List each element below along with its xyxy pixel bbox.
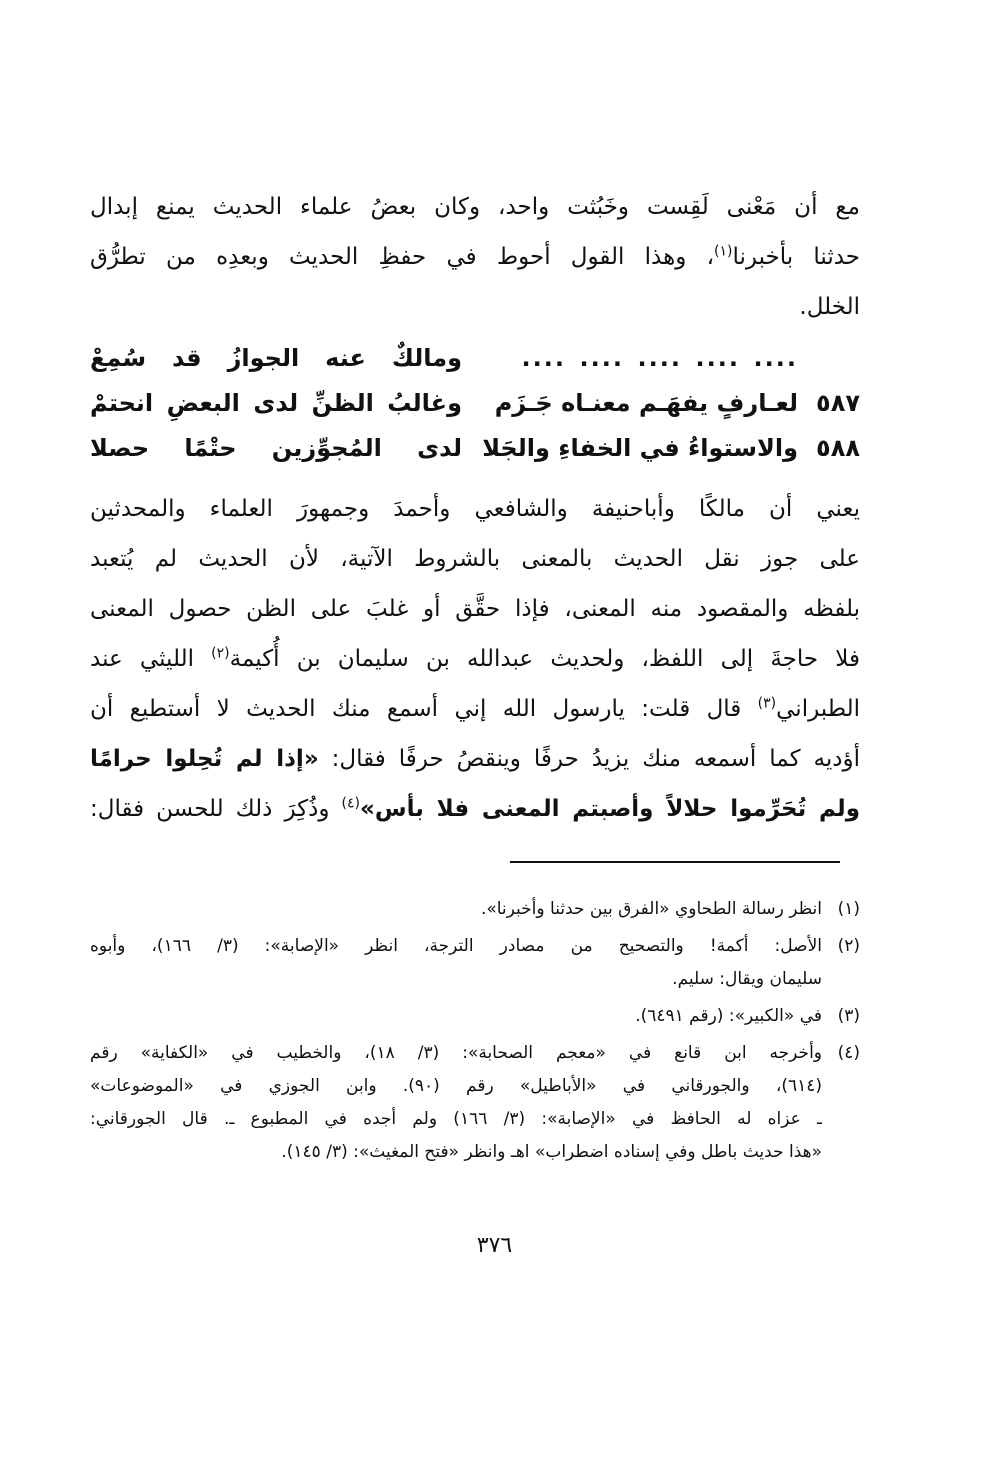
text-line bbox=[90, 684, 860, 734]
intro-paragraph bbox=[90, 182, 860, 332]
footnote-ref: (١) bbox=[714, 243, 733, 260]
footnote-line: انظر رسالة الطحاوي «الفرق بين حدثنا وأخبرنا». bbox=[480, 899, 822, 919]
hadith-quote: ولم تُحَرِّموا حلالاً وأصبتم المعنى فلا بأس» bbox=[359, 796, 860, 822]
ellipsis: .... bbox=[753, 344, 798, 372]
verse-first-hemistich: والاستواءُ في الخفاءِ والجَلا bbox=[482, 434, 798, 462]
text-line: مع أن مَعْنى لَقِست وخَبُثت واحد، وكان بعضُ علماء الحديث يمنع إبدال bbox=[90, 194, 860, 220]
footnote-ref: (٣) bbox=[757, 695, 777, 712]
text-segment: وذُكِرَ ذلك للحسن فقال: bbox=[90, 796, 330, 822]
footnote-separator bbox=[510, 861, 840, 863]
footnote-4 bbox=[90, 1037, 860, 1169]
footnote-2 bbox=[90, 930, 860, 996]
footnote-number: (٢) bbox=[837, 936, 860, 956]
page-number: ٣٧٦ bbox=[476, 1233, 513, 1258]
text-segment: الطبراني bbox=[776, 696, 860, 722]
verse-line bbox=[90, 426, 860, 471]
text-segment: وهذا القول أحوط في حفظِ الحديث وبعدِه من تطرُّق bbox=[90, 244, 687, 270]
footnote-line: (٦١٤)، والجورقاني في «الأباطيل» رقم (٩٠). وابن الجوزي في «الموضوعات» bbox=[90, 1076, 822, 1096]
footnote-1 bbox=[90, 893, 860, 926]
text-segment: الليثي عند bbox=[90, 646, 194, 672]
text-segment: أؤديه كما أسمعه منك يزيدُ حرفًا وينقصُ حرفًا فقال: bbox=[331, 746, 860, 772]
text-line: بلفظه والمقصود منه المعنى، فإذا حقَّق أو غلبَ على الظن حصول المعنى bbox=[90, 596, 860, 622]
text-line bbox=[90, 634, 860, 684]
verse-first-hemistich bbox=[462, 336, 798, 381]
text-line: على جوز نقل الحديث بالمعنى بالشروط الآتية، لأن الحديث لم يُتعبد bbox=[90, 546, 860, 572]
footnote-3 bbox=[90, 1000, 860, 1033]
text-line bbox=[90, 784, 860, 834]
ellipsis: .... bbox=[579, 344, 624, 372]
verse-first-hemistich: لعـارفٍ يفهَـم معنـاه جَـزَم bbox=[494, 389, 798, 417]
verse-second-hemistich: لدى المُجوِّزين حتْمًا حصلا bbox=[90, 434, 462, 462]
verse-number: ٥٨٨ bbox=[816, 434, 860, 462]
text-line bbox=[90, 734, 860, 784]
ellipsis: .... bbox=[695, 344, 740, 372]
verse-second-hemistich: وغالبُ الظنِّ لدى البعضِ انحتمْ bbox=[90, 389, 462, 417]
text-line: الخلل. bbox=[799, 294, 860, 320]
verse-number: ٥٨٧ bbox=[816, 389, 860, 417]
ellipsis: .... bbox=[637, 344, 682, 372]
footnote-line: ـ عزاه له الحافظ في «الإصابة»: (٣/ ١٦٦) ولم أجده في المطبوع ـ. قال الجورقاني: bbox=[90, 1109, 822, 1129]
text-segment: فلا حاجةَ إلى اللفظ، ولحديث عبدالله بن سليمان بن أُكيمة bbox=[229, 646, 860, 672]
text-segment: قال قلت: يارسول الله إني أسمع منك الحديث لا أستطيع أن bbox=[90, 696, 742, 722]
footnote-number: (١) bbox=[837, 899, 860, 919]
footnote-line: سليمان ويقال: سليم. bbox=[672, 969, 822, 989]
commentary-paragraph bbox=[90, 484, 860, 834]
footnote-ref: (٤) bbox=[341, 795, 360, 812]
verse-block bbox=[90, 336, 860, 471]
verse-second-hemistich: ومالكٌ عنه الجوازُ قد سُمِعْ bbox=[90, 344, 462, 372]
verse-line bbox=[90, 336, 860, 381]
footnote-line: وأخرجه ابن قانع في «معجم الصحابة»: (٣/ ١٨)، والخطيب في «الكفاية» رقم bbox=[90, 1043, 822, 1063]
footnote-number: (٤) bbox=[837, 1043, 860, 1063]
verse-line bbox=[90, 381, 860, 426]
ellipsis: .... bbox=[521, 344, 566, 372]
text-line: يعني أن مالكًا وأباحنيفة والشافعي وأحمدَ وجمهورَ العلماء والمحدثين bbox=[90, 496, 860, 522]
hadith-quote: «إذا لم تُحِلوا حرامًا bbox=[90, 746, 319, 772]
text-segment: حدثنا بأخبرنا bbox=[732, 244, 860, 270]
footnotes bbox=[90, 893, 860, 1169]
footnote-line: الأصل: أكمة! والتصحيح من مصادر الترجة، انظر «الإصابة»: (٣/ ١٦٦)، وأبوه bbox=[90, 936, 822, 956]
footnote-line: «هذا حديث باطل وفي إسناده اضطراب» اهـ وانظر «فتح المغيث»: (٣/ ١٤٥). bbox=[281, 1142, 822, 1162]
footnote-number: (٣) bbox=[837, 1006, 860, 1026]
footnote-ref: (٢) bbox=[211, 645, 230, 662]
footnote-line: في «الكبير»: (رقم ٦٤٩١). bbox=[635, 1006, 822, 1026]
text-line: حدثنا بأخبرنا$^{(١)}$، وهذا القول أحوط في حفظِ الحديث وبعدِه من تطرُّق bbox=[90, 243, 860, 270]
